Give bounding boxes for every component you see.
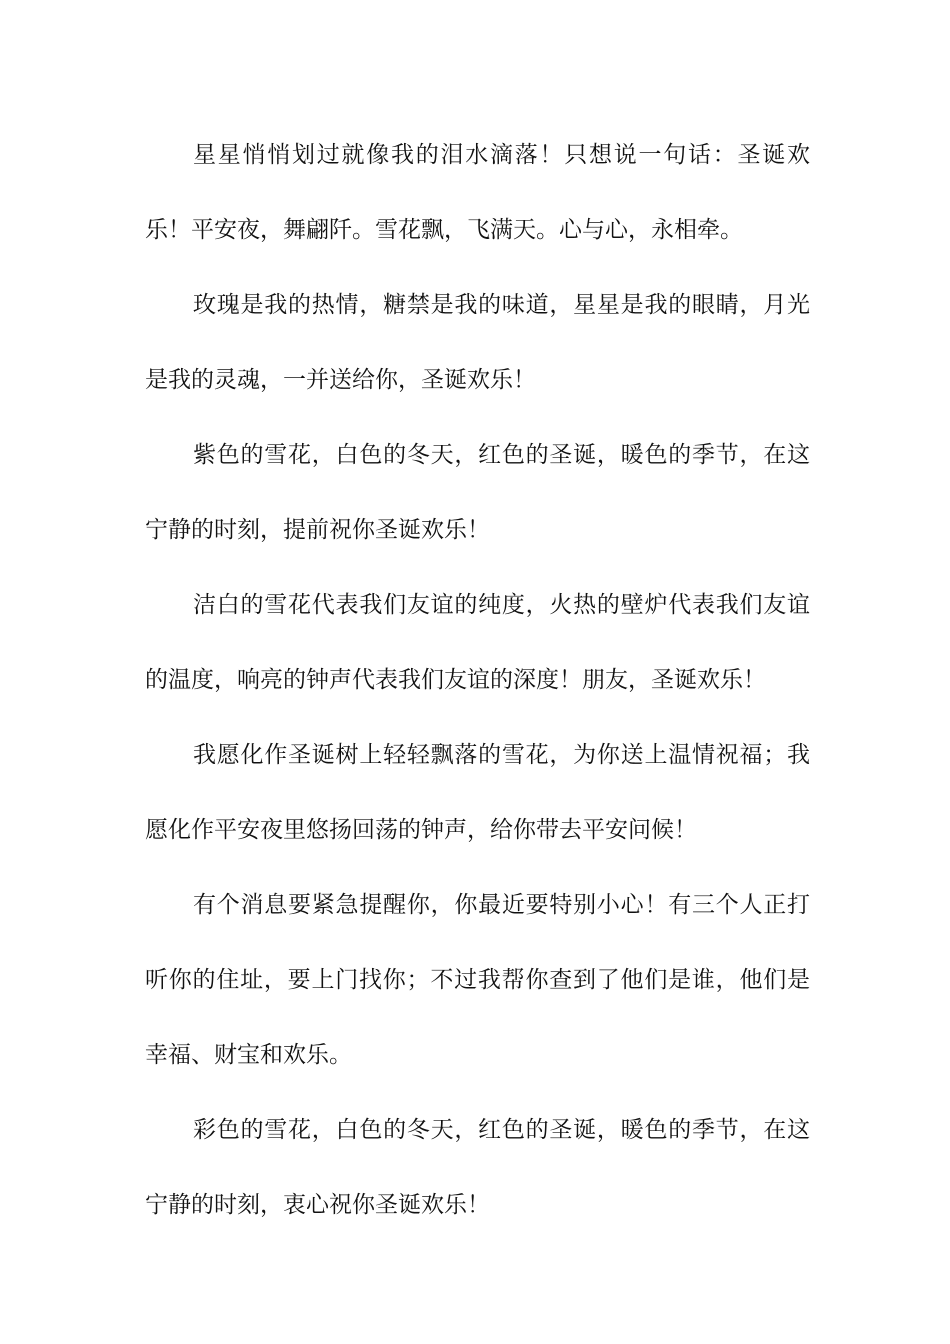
paragraph-3: 紫色的雪花，白色的冬天，红色的圣诞，暖色的季节，在这宁静的时刻，提前祝你圣诞欢乐！ [145,442,810,543]
paragraph-1: 星星悄悄划过就像我的泪水滴落！只想说一句话：圣诞欢乐！平安夜，舞翩阡。雪花飘，飞满天。心与心，永相牵。 [145,142,810,243]
paragraph-6: 有个消息要紧急提醒你，你最近要特别小心！有三个人正打听你的住址，要上门找你；不过我帮你查到了他们是谁，他们是幸福、财宝和欢乐。 [145,892,810,1068]
paragraph-2: 玫瑰是我的热情，糖禁是我的味道，星星是我的眼睛，月光是我的灵魂，一并送给你，圣诞欢乐！ [145,292,810,393]
paragraph-7: 彩色的雪花，白色的冬天，红色的圣诞，暖色的季节，在这宁静的时刻，衷心祝你圣诞欢乐！ [145,1117,810,1218]
document-body [145,118,810,1243]
paragraph-5: 我愿化作圣诞树上轻轻飘落的雪花，为你送上温情祝福；我愿化作平安夜里悠扬回荡的钟声，给你带去平安问候！ [145,742,810,843]
paragraph-4: 洁白的雪花代表我们友谊的纯度，火热的壁炉代表我们友谊的温度，响亮的钟声代表我们友谊的深度！朋友，圣诞欢乐！ [145,592,810,693]
